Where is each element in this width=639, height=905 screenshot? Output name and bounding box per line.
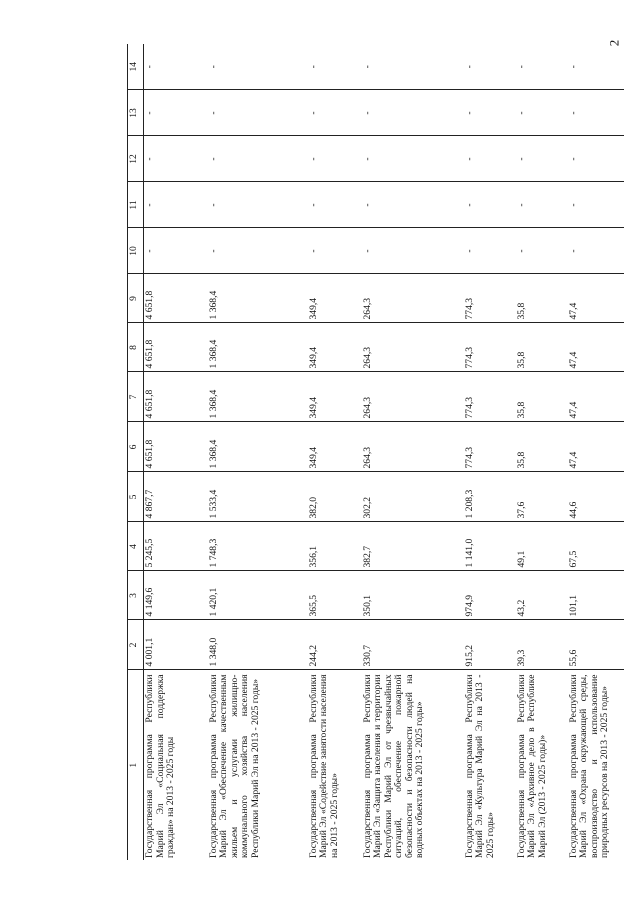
value-cell: 67,5 — [568, 522, 624, 571]
value-cell: - — [308, 90, 362, 136]
table-body — [144, 44, 624, 860]
value-cell: 47,4 — [568, 372, 624, 422]
value-cell: - — [208, 90, 308, 136]
value-cell: - — [361, 65, 373, 69]
value-cell: 1 141,0 — [464, 522, 516, 571]
value-cell: - — [144, 182, 208, 228]
value-cell: 4 651,8 — [144, 372, 208, 422]
value-cell: 1 208,3 — [464, 472, 516, 522]
column-header: 5 — [128, 472, 144, 522]
program-name-cell: Государственная программа Республики Марий Эл «Содействие занятости населения на 2013 - 2025 годы» — [308, 670, 362, 860]
value-cell: 264,3 — [362, 372, 464, 422]
column-header: 3 — [128, 571, 144, 620]
value-cell: - — [362, 90, 464, 136]
value-cell: 349,4 — [308, 274, 362, 323]
value-cell: 35,8 — [516, 422, 568, 472]
value-cell: 1 368,4 — [208, 274, 308, 323]
value-cell: 1 368,4 — [208, 422, 308, 472]
value-cell: - — [516, 182, 568, 228]
column-header: 9 — [128, 274, 144, 323]
value-cell: 39,3 — [516, 620, 568, 670]
value-cell: - — [144, 136, 208, 182]
table-row — [144, 44, 208, 860]
value-cell: 365,5 — [308, 571, 362, 620]
value-cell: - — [362, 228, 464, 274]
table-row — [464, 44, 516, 860]
column-header: 8 — [128, 323, 144, 372]
column-header: 13 — [128, 90, 144, 136]
value-cell: 1 368,4 — [208, 323, 308, 372]
value-cell: - — [308, 182, 362, 228]
value-cell: - — [208, 228, 308, 274]
rotated-table-container — [127, 44, 611, 860]
value-cell: 47,4 — [568, 323, 624, 372]
value-cell: 4 651,8 — [144, 422, 208, 472]
value-cell: - — [568, 90, 624, 136]
value-cell: 774,3 — [464, 422, 516, 472]
header-row — [128, 44, 144, 860]
value-cell: 915,2 — [464, 620, 516, 670]
value-cell: 264,3 — [362, 274, 464, 323]
value-cell: - — [144, 90, 208, 136]
value-cell: 101,1 — [568, 571, 624, 620]
value-cell: - — [567, 65, 579, 69]
value-cell: 774,3 — [464, 323, 516, 372]
table-row — [362, 44, 464, 860]
value-cell: 264,3 — [362, 323, 464, 372]
value-cell: - — [208, 136, 308, 182]
column-header: 11 — [128, 182, 144, 228]
value-cell: - — [515, 65, 527, 69]
value-cell: 1 348,0 — [208, 620, 308, 670]
value-cell: 5 245,5 — [144, 522, 208, 571]
value-cell: - — [208, 182, 308, 228]
program-name-cell: Государственная программа Республики Марий Эл «Обеспечение качественным жильем и услугами жилищно-коммунального хозяйства населения Республики Марий Эл на 2013 - 2025 годы» — [208, 670, 308, 860]
value-cell: - — [144, 228, 208, 274]
value-cell: - — [464, 90, 516, 136]
value-cell: 35,8 — [516, 274, 568, 323]
value-cell: 1 368,4 — [208, 372, 308, 422]
program-name-cell: Государственная программа Республики Марий Эл «Защита населения и территории Республики Марий Эл от чрезвычайных ситуаций, обеспечение пожарной безопасности и безопасности людей на водных объектах на 2013 - 2025 годы» — [362, 670, 464, 860]
value-cell: 382,7 — [362, 522, 464, 571]
value-cell: 349,4 — [308, 422, 362, 472]
value-cell: 37,6 — [516, 472, 568, 522]
value-cell: 4 651,8 — [144, 323, 208, 372]
value-cell: - — [516, 90, 568, 136]
value-cell: 244,2 — [308, 620, 362, 670]
value-cell: 55,6 — [568, 620, 624, 670]
value-cell: 302,2 — [362, 472, 464, 522]
value-cell: 35,8 — [516, 323, 568, 372]
value-cell: - — [464, 136, 516, 182]
value-cell: 49,1 — [516, 522, 568, 571]
value-cell: 774,3 — [464, 274, 516, 323]
value-cell: - — [308, 136, 362, 182]
value-cell: - — [362, 136, 464, 182]
value-cell: 4 149,6 — [144, 571, 208, 620]
column-header: 12 — [128, 136, 144, 182]
table-row — [208, 44, 308, 860]
column-header: 2 — [128, 620, 144, 670]
value-cell: 382,0 — [308, 472, 362, 522]
column-header: 7 — [128, 372, 144, 422]
value-cell: 4 001,1 — [144, 620, 208, 670]
value-cell: 47,4 — [568, 274, 624, 323]
value-cell: 47,4 — [568, 422, 624, 472]
value-cell: 35,8 — [516, 372, 568, 422]
column-header: 10 — [128, 228, 144, 274]
program-name-cell: Государственная программа Республики Марий Эл «Культура Марий Эл на 2013 - 2025 годы» — [464, 670, 516, 860]
column-header: 4 — [128, 522, 144, 571]
value-cell: 4 651,8 — [144, 274, 208, 323]
value-cell: 330,7 — [362, 620, 464, 670]
value-cell: 349,4 — [308, 372, 362, 422]
value-cell: - — [463, 65, 475, 69]
value-cell: 356,1 — [308, 522, 362, 571]
program-name-cell: Государственная программа Республики Марий Эл «Социальная поддержка граждан» на 2013 - 2025 годы — [144, 670, 208, 860]
value-cell: 264,3 — [362, 422, 464, 472]
value-cell: - — [464, 182, 516, 228]
program-name-cell: Государственная программа Республики Марий Эл «Охрана окружающей среды, воспроизводство и использование природных ресурсов на 2013 - 2025 годы» — [568, 670, 624, 860]
value-cell: 4 867,7 — [144, 472, 208, 522]
value-cell: - — [207, 65, 219, 69]
column-header: 1 — [128, 670, 144, 860]
value-cell: - — [308, 228, 362, 274]
budget-table — [127, 44, 624, 860]
value-cell: - — [464, 228, 516, 274]
page-number: 2 — [606, 39, 622, 47]
value-cell: - — [362, 182, 464, 228]
table-row — [516, 44, 568, 860]
value-cell: - — [516, 136, 568, 182]
value-cell: - — [568, 182, 624, 228]
value-cell: 44,6 — [568, 472, 624, 522]
table-row — [568, 44, 624, 860]
column-header: 14 — [128, 44, 144, 90]
value-cell: - — [144, 65, 155, 69]
value-cell: 1 420,1 — [208, 571, 308, 620]
value-cell: 974,9 — [464, 571, 516, 620]
value-cell: 774,3 — [464, 372, 516, 422]
value-cell: 1 748,3 — [208, 522, 308, 571]
value-cell: - — [568, 228, 624, 274]
value-cell: - — [516, 228, 568, 274]
value-cell: - — [568, 136, 624, 182]
value-cell: 43,2 — [516, 571, 568, 620]
value-cell: 349,4 — [308, 323, 362, 372]
value-cell: - — [307, 65, 319, 69]
program-name-cell: Государственная программа Республики Марий Эл «Архивное дело в Республике Марий Эл (2013 - 2025 годы)» — [516, 670, 568, 860]
column-header: 6 — [128, 422, 144, 472]
table-row — [308, 44, 362, 860]
value-cell: 1 533,4 — [208, 472, 308, 522]
value-cell: 350,1 — [362, 571, 464, 620]
